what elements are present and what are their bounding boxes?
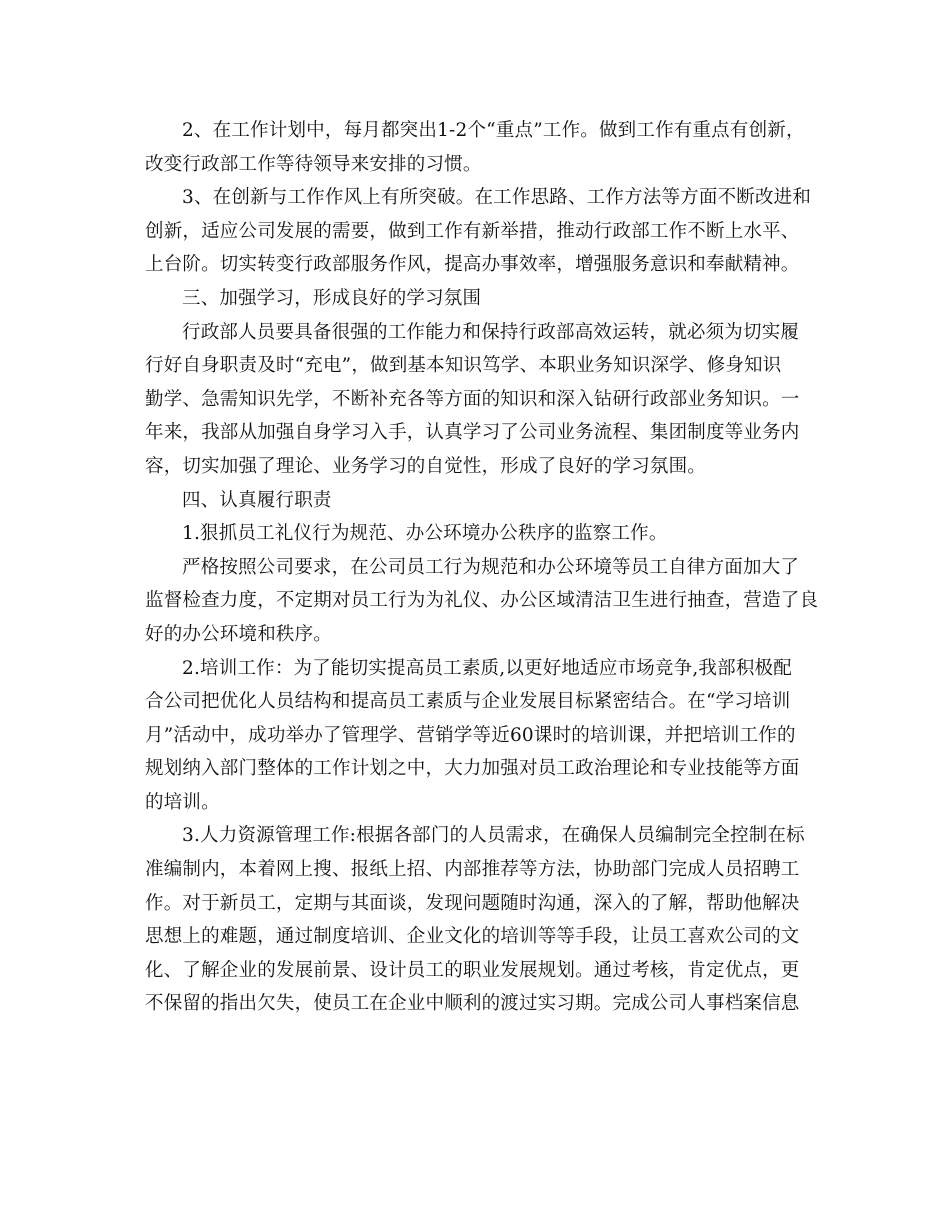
- text-line: 上台阶。切实转变行政部服务作风，提高办事效率，增强服务意识和奉献精神。: [145, 254, 800, 276]
- text-line: 3、在创新与工作作风上有所突破。在工作思路、工作方法等方面不断改进和: [182, 187, 812, 209]
- text-line: 2、在工作计划中，每月都突出1-2个“重点”工作。做到工作有重点有创新，: [182, 120, 805, 141]
- paragraph-etiquette: [145, 551, 819, 652]
- text-line: 容，切实加强了理论、业务学习的自觉性，形成了良好的学习氛围。: [145, 455, 707, 477]
- text-line: 好的办公环境和秩序。: [145, 623, 333, 645]
- text-line: 年来，我部从加强自身学习入手，认真学习了公司业务流程、集团制度等业务内: [145, 422, 800, 444]
- text-line: 监督检查力度，不定期对员工行为为礼仪、办公区域清洁卫生进行抽查，营造了良: [145, 590, 819, 612]
- text-line: 四、认真履行职责: [182, 489, 332, 511]
- text-line: 三、加强学习，形成良好的学习氛围: [182, 287, 482, 309]
- section-heading-duties: [145, 484, 810, 518]
- paragraph-innovation: [145, 181, 810, 282]
- paragraph-plan-focus: [145, 114, 810, 181]
- paragraph-study: [145, 316, 810, 484]
- text-line: 严格按照公司要求，在公司员工行为规范和办公环境等员工自律方面加大了: [182, 556, 800, 578]
- document-body: [145, 114, 819, 1021]
- text-line: 月”活动中，成功举办了管理学、营销学等近60课时的培训课，并把培训工作的: [145, 724, 796, 746]
- text-line: 准编制内，本着网上搜、报纸上招、内部推荐等方法，协助部门完成人员招聘工: [145, 859, 800, 881]
- text-line: 2.培训工作：为了能切实提高员工素质,以更好地适应市场竞争,我部积极配: [182, 657, 792, 679]
- text-line: 改变行政部工作等待领导来安排的习惯。: [145, 153, 482, 175]
- paragraph-hr-management: [145, 819, 810, 1021]
- text-line: 勤学、急需知识先学，不断补充各等方面的知识和深入钻研行政部业务知识。一: [145, 388, 800, 410]
- text-line: 1.狠抓员工礼仪行为规范、办公环境办公秩序的监察工作。: [182, 523, 668, 545]
- text-line: 思想上的难题，通过制度培训、企业文化的培训等等手段，让员工喜欢公司的文: [145, 926, 800, 948]
- text-line: 不保留的指出欠失，使员工在企业中顺利的渡过实习期。完成公司人事档案信息: [145, 993, 800, 1015]
- text-line: 合公司把优化人员结构和提高员工素质与企业发展目标紧密结合。在“学习培训: [145, 691, 791, 713]
- text-line: 化、了解企业的发展前景、设计员工的职业发展规划。通过考核，肯定优点，更: [145, 959, 800, 981]
- text-line: 创新，适应公司发展的需要，做到工作有新举措，推动行政部工作不断上水平、: [145, 220, 800, 242]
- text-line: 行好自身职责及时“充电”，做到基本知识笃学、本职业务知识深学、修身知识: [145, 355, 782, 377]
- text-line: 行政部人员要具备很强的工作能力和保持行政部高效运转，就必须为切实履: [182, 321, 800, 343]
- paragraph-training: [145, 652, 810, 820]
- section-heading-study: [145, 282, 810, 316]
- text-line: 3.人力资源管理工作:根据各部门的人员需求，在确保人员编制完全控制在标: [182, 825, 805, 847]
- text-line: 的培训。: [145, 791, 220, 813]
- text-line: 作。对于新员工，定期与其面谈，发现问题随时沟通，深入的了解，帮助他解决: [145, 892, 800, 914]
- text-line: 规划纳入部门整体的工作计划之中，大力加强对员工政治理论和专业技能等方面: [145, 758, 800, 780]
- item-heading-etiquette: [145, 517, 810, 551]
